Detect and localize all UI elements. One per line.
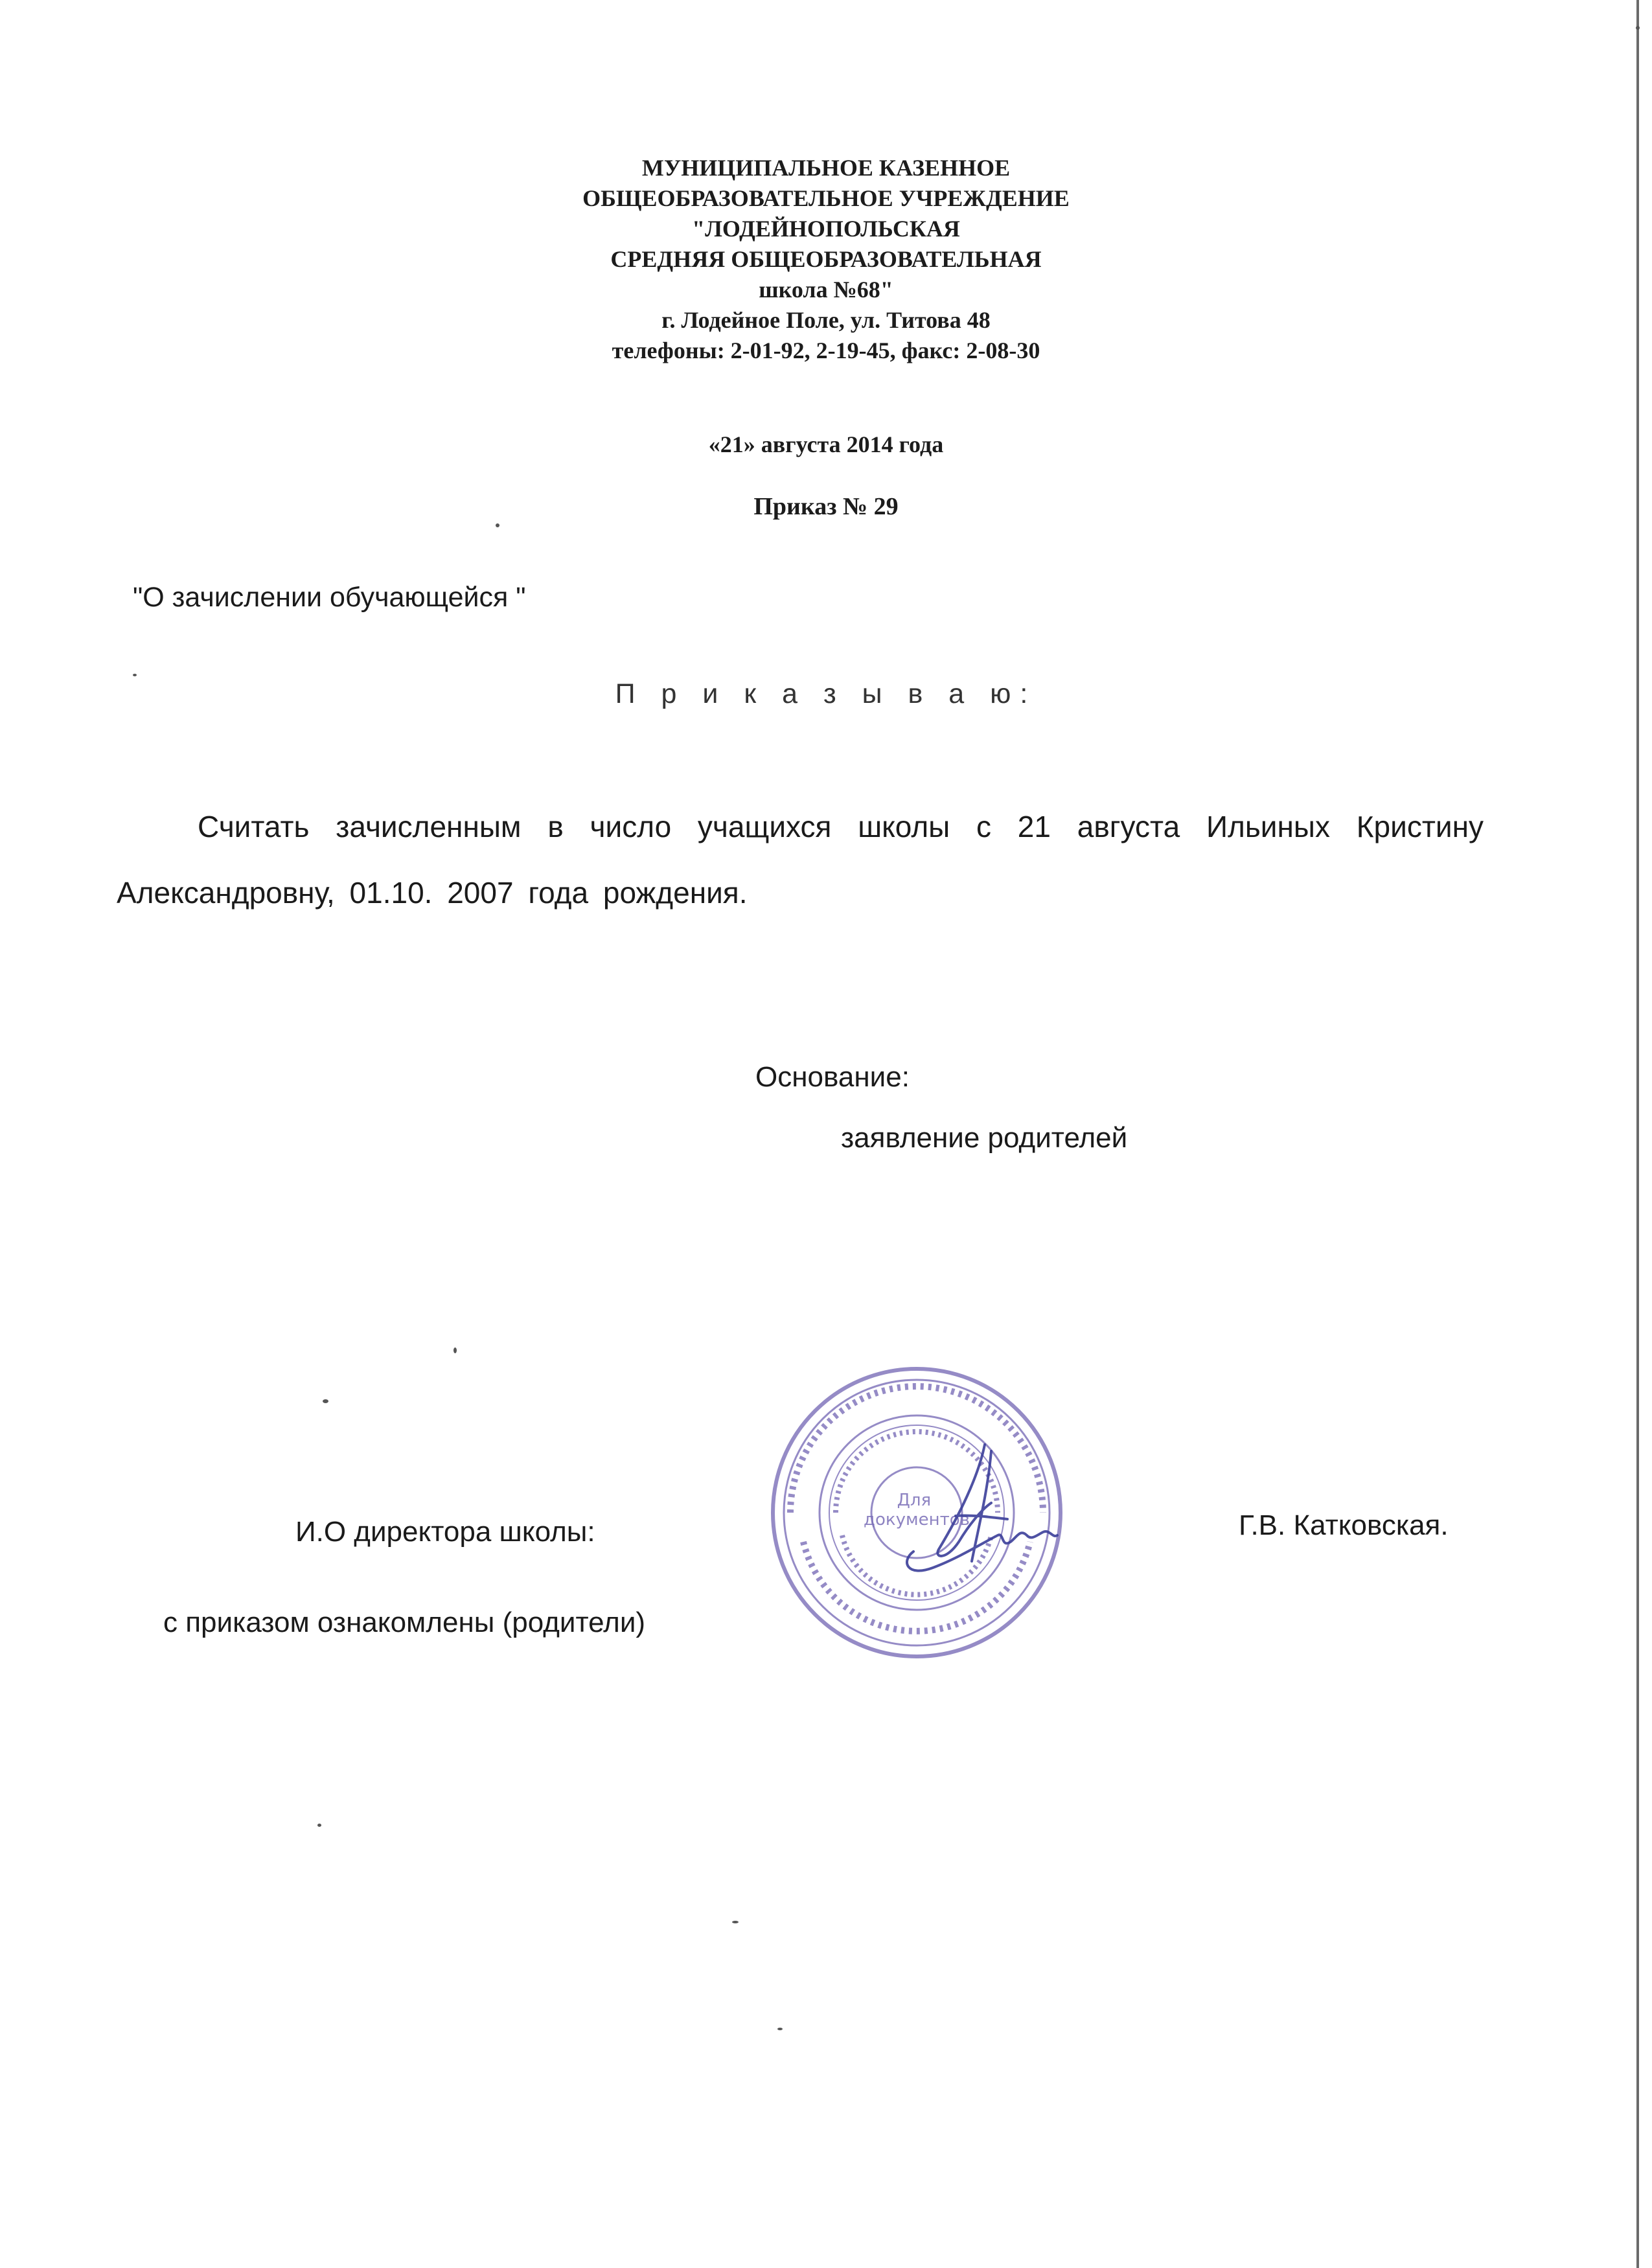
header-line-1: МУНИЦИПАЛЬНОЕ КАЗЕННОЕ <box>641 155 1011 181</box>
directive-heading: П р и к а з ы в а ю: <box>615 678 1037 709</box>
scan-speck <box>732 1921 739 1923</box>
director-signature <box>888 1438 1075 1587</box>
director-title: И.О директора школы: <box>295 1516 595 1548</box>
order-body: Считать зачисленным в число учащихся школы с 21 августа Ильиных Кристину Александровну, 01.10. 2007 года рождения. <box>117 810 1484 910</box>
scan-speck <box>777 2028 783 2030</box>
order-subject: "О зачислении обучающейся " <box>133 582 526 613</box>
document-header <box>0 153 1652 366</box>
header-line-4: СРЕДНЯЯ ОБЩЕОБРАЗОВАТЕЛЬНАЯ <box>610 246 1042 272</box>
scan-speck <box>1636 26 1640 30</box>
scan-speck <box>453 1347 457 1353</box>
header-line-2: ОБЩЕОБРАЗОВАТЕЛЬНОЕ УЧРЕЖДЕНИЕ <box>582 185 1070 211</box>
basis-value: заявление родителей <box>841 1122 1128 1154</box>
scan-speck <box>323 1399 328 1403</box>
order-date: «21» августа 2014 года <box>708 431 944 457</box>
header-line-3: "ЛОДЕЙНОПОЛЬСКАЯ <box>692 216 960 242</box>
acquainted-line: с приказом ознакомлены (родители) <box>163 1607 646 1638</box>
header-line-5: школа №68" <box>759 277 893 303</box>
header-phones: телефоны: 2-01-92, 2-19-45, факс: 2-08-30 <box>612 338 1040 363</box>
scan-speck <box>317 1824 321 1827</box>
header-address: г. Лодейное Поле, ул. Титова 48 <box>661 307 991 333</box>
basis-label: Основание: <box>755 1061 910 1093</box>
director-name: Г.В. Катковская. <box>1239 1509 1449 1541</box>
stamp-center-text: Для документов <box>864 1491 970 1529</box>
scan-speck <box>496 523 499 527</box>
order-number: Приказ № 29 <box>753 493 899 520</box>
scan-speck <box>133 674 137 676</box>
